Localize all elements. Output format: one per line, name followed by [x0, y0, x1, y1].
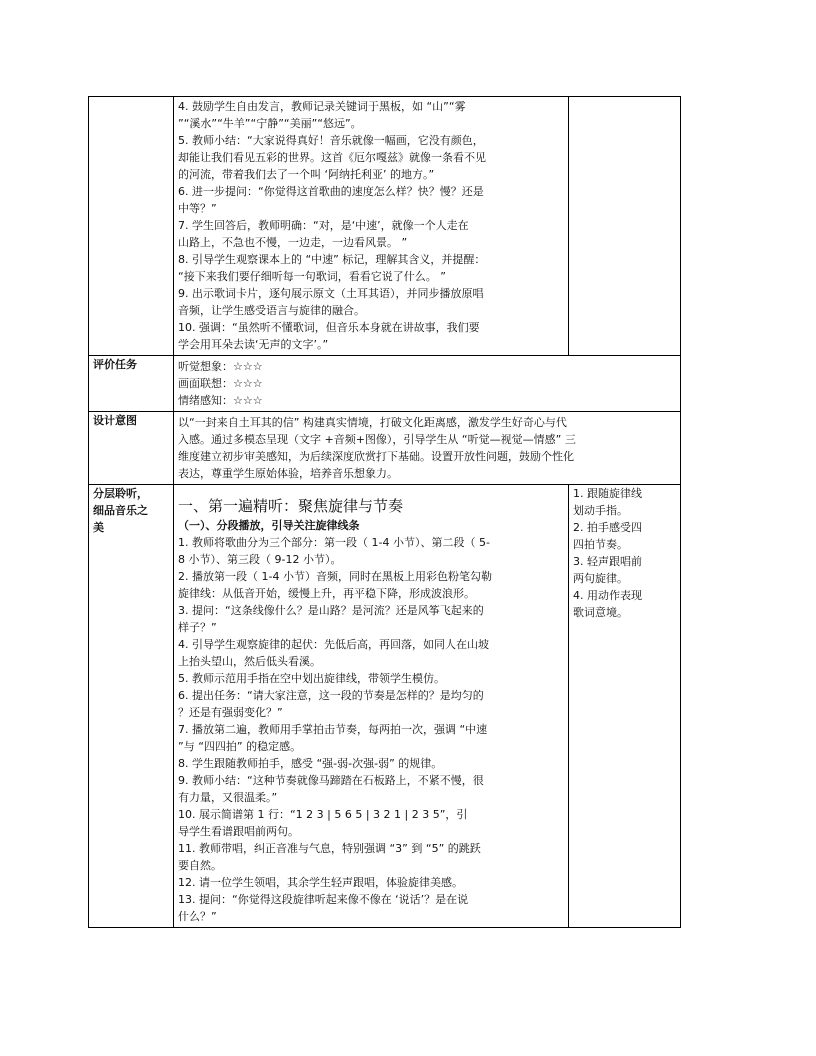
subsection-heading: （一）、分段播放，引导关注旋律线条 — [178, 519, 360, 532]
step-line: 6. 进一步提问：“你觉得这首歌曲的速度怎么样？快？慢？还是 — [178, 185, 484, 198]
activity-line: 1. 跟随旋律线 — [573, 487, 642, 500]
step-line: 山路上，不急也不慢，一边走，一边看风景。 ” — [178, 236, 408, 249]
step-line: 10. 展示简谱第 1 行：“1 2 3 | 5 6 5 | 3 2 1 | 2 3 5”，引 — [178, 808, 468, 821]
step-line: 7. 学生回答后，教师明确：“对，是‘中速’，就像一个人走在 — [178, 219, 469, 232]
step-line: “接下来我们要仔细听每一句歌词，看看它说了什么。 ” — [178, 270, 446, 283]
activity-line: 歌词意境。 — [573, 606, 628, 619]
design-intent-cell — [174, 412, 681, 485]
activity-line: 划动手指。 — [573, 504, 628, 517]
step-line: 的河流，带着我们去了一个叫 ‘阿纳托利亚’ 的地方。” — [178, 168, 435, 181]
table-row-design-intent — [89, 412, 681, 485]
activity-line: 两句旋律。 — [573, 572, 628, 585]
row-label-empty — [89, 97, 174, 356]
step-line: 上抬头望山，然后低头看溪。 — [178, 655, 321, 668]
evaluation-item: 情绪感知：☆☆☆ — [178, 394, 263, 407]
step-line: 12. 请一位学生领唱，其余学生轻声跟唱，体验旋律美感。 — [178, 876, 463, 889]
step-line: 10. 强调：“虽然听不懂歌词，但音乐本身就在讲故事，我们要 — [178, 321, 480, 334]
step-line: 旋律线：从低音开始，缓慢上升，再平稳下降，形成波浪形。 — [178, 587, 475, 600]
row-label-layered-listening — [89, 485, 174, 928]
step-line: 什么？” — [178, 910, 217, 923]
step-line: 5. 教师小结：“大家说得真好！音乐就像一幅画，它没有颜色， — [178, 134, 484, 147]
step-line: 5. 教师示范用手指在空中划出旋律线，带领学生模仿。 — [178, 672, 445, 685]
table-row-layered-listening — [89, 485, 681, 928]
step-line: 4. 引导学生观察旋律的起伏：先低后高，再回落，如同人在山坡 — [178, 638, 489, 651]
activity-line: 4. 用动作表现 — [573, 589, 642, 602]
label-line: 美 — [93, 521, 104, 534]
step-line: 样子？” — [178, 621, 217, 634]
step-line: 7. 播放第二遍，教师用手掌拍击节奏，每两拍一次，强调 “中速 — [178, 723, 488, 736]
activity-line: 四拍节奏。 — [573, 538, 628, 551]
step-line: 8 小节）、第三段（ 9-12 小节）。 — [178, 553, 342, 566]
table-row-evaluation — [89, 356, 681, 412]
row-label-design-intent: 设计意图 — [89, 412, 174, 485]
listening-steps-cell — [174, 485, 569, 928]
design-intent-line: 入感。通过多模态呈现（文字 +音频+图像），引导学生从 “听觉—视觉—情感” 三 — [178, 433, 576, 446]
step-line: 却能让我们看见五彩的世界。这首《厄尔嘎兹》就像一条看不见 — [178, 151, 486, 164]
step-line: 3. 提问：“这条线像什么？是山路？是河流？还是风筝飞起来的 — [178, 604, 484, 617]
step-line: 13. 提问：“你觉得这段旋律听起来像不像在 ‘说话’？是在说 — [178, 893, 469, 906]
step-line: ”与 “四四拍” 的稳定感。 — [178, 740, 302, 753]
step-line: 有力量，又很温柔。” — [178, 791, 278, 804]
step-line: 9. 出示歌词卡片，逐句展示原文（土耳其语），并同步播放原唱 — [178, 287, 484, 300]
design-intent-line: 表达，尊重学生原始体验，培养音乐想象力。 — [178, 467, 398, 480]
design-intent-line: 以“一封来自土耳其的信” 构建真实情境，打破文化距离感，激发学生好奇心与代 — [178, 416, 567, 429]
teaching-steps-cell — [174, 97, 569, 356]
step-line: 9. 教师小结：“这种节奏就像马蹄踏在石板路上，不紧不慢，很 — [178, 774, 484, 787]
evaluation-cell — [174, 356, 681, 412]
step-line: ”“溪水”“牛羊”“宁静”“美丽”“悠远”。 — [178, 117, 362, 130]
step-line: 8. 引导学生观察课本上的 “中速” 标记，理解其含义，并提醒： — [178, 253, 486, 266]
step-line: ？还是有强弱变化？” — [178, 706, 283, 719]
activity-line: 2. 拍手感受四 — [573, 521, 642, 534]
step-line: 要自然。 — [178, 859, 222, 872]
row-label-evaluation: 评价任务 — [89, 356, 174, 412]
step-line: 中等？” — [178, 202, 217, 215]
label-line: 细品音乐之 — [93, 504, 148, 517]
step-line: 2. 播放第一段（ 1-4 小节）音频，同时在黑板上用彩色粉笔勾勒 — [178, 570, 492, 583]
design-intent-line: 维度建立初步审美感知，为后续深度欣赏打下基础。设置开放性问题，鼓励个性化 — [178, 450, 574, 463]
step-line: 学会用耳朵去读‘无声的文字’。” — [178, 338, 329, 351]
step-line: 8. 学生跟随教师拍手，感受 “强-弱-次强-弱” 的规律。 — [178, 757, 443, 770]
step-line: 音频，让学生感受语言与旋律的融合。 — [178, 304, 365, 317]
step-line: 导学生看谱跟唱前两句。 — [178, 825, 299, 838]
label-line: 分层聆听， — [93, 487, 148, 500]
activity-line: 3. 轻声跟唱前 — [573, 555, 642, 568]
step-line: 6. 提出任务：“请大家注意，这一段的节奏是怎样的？是均匀的 — [178, 689, 484, 702]
step-line: 4. 鼓励学生自由发言，教师记录关键词于黑板，如 “山”“雾 — [178, 100, 466, 113]
evaluation-item: 画面联想：☆☆☆ — [178, 377, 263, 390]
table-row-activities-continued — [89, 97, 681, 356]
step-line: 1. 教师将歌曲分为三个部分：第一段（ 1-4 小节）、第二段（ 5- — [178, 536, 490, 549]
lesson-plan-table — [88, 96, 681, 928]
section-heading: 一、第一遍精听：聚焦旋律与节奏 — [178, 497, 404, 515]
student-activity-cell-empty — [569, 97, 681, 356]
step-line: 11. 教师带唱，纠正音准与气息，特别强调 “3” 到 “5” 的跳跃 — [178, 842, 481, 855]
evaluation-item: 听觉想象：☆☆☆ — [178, 360, 263, 373]
student-activity-cell — [569, 485, 681, 928]
